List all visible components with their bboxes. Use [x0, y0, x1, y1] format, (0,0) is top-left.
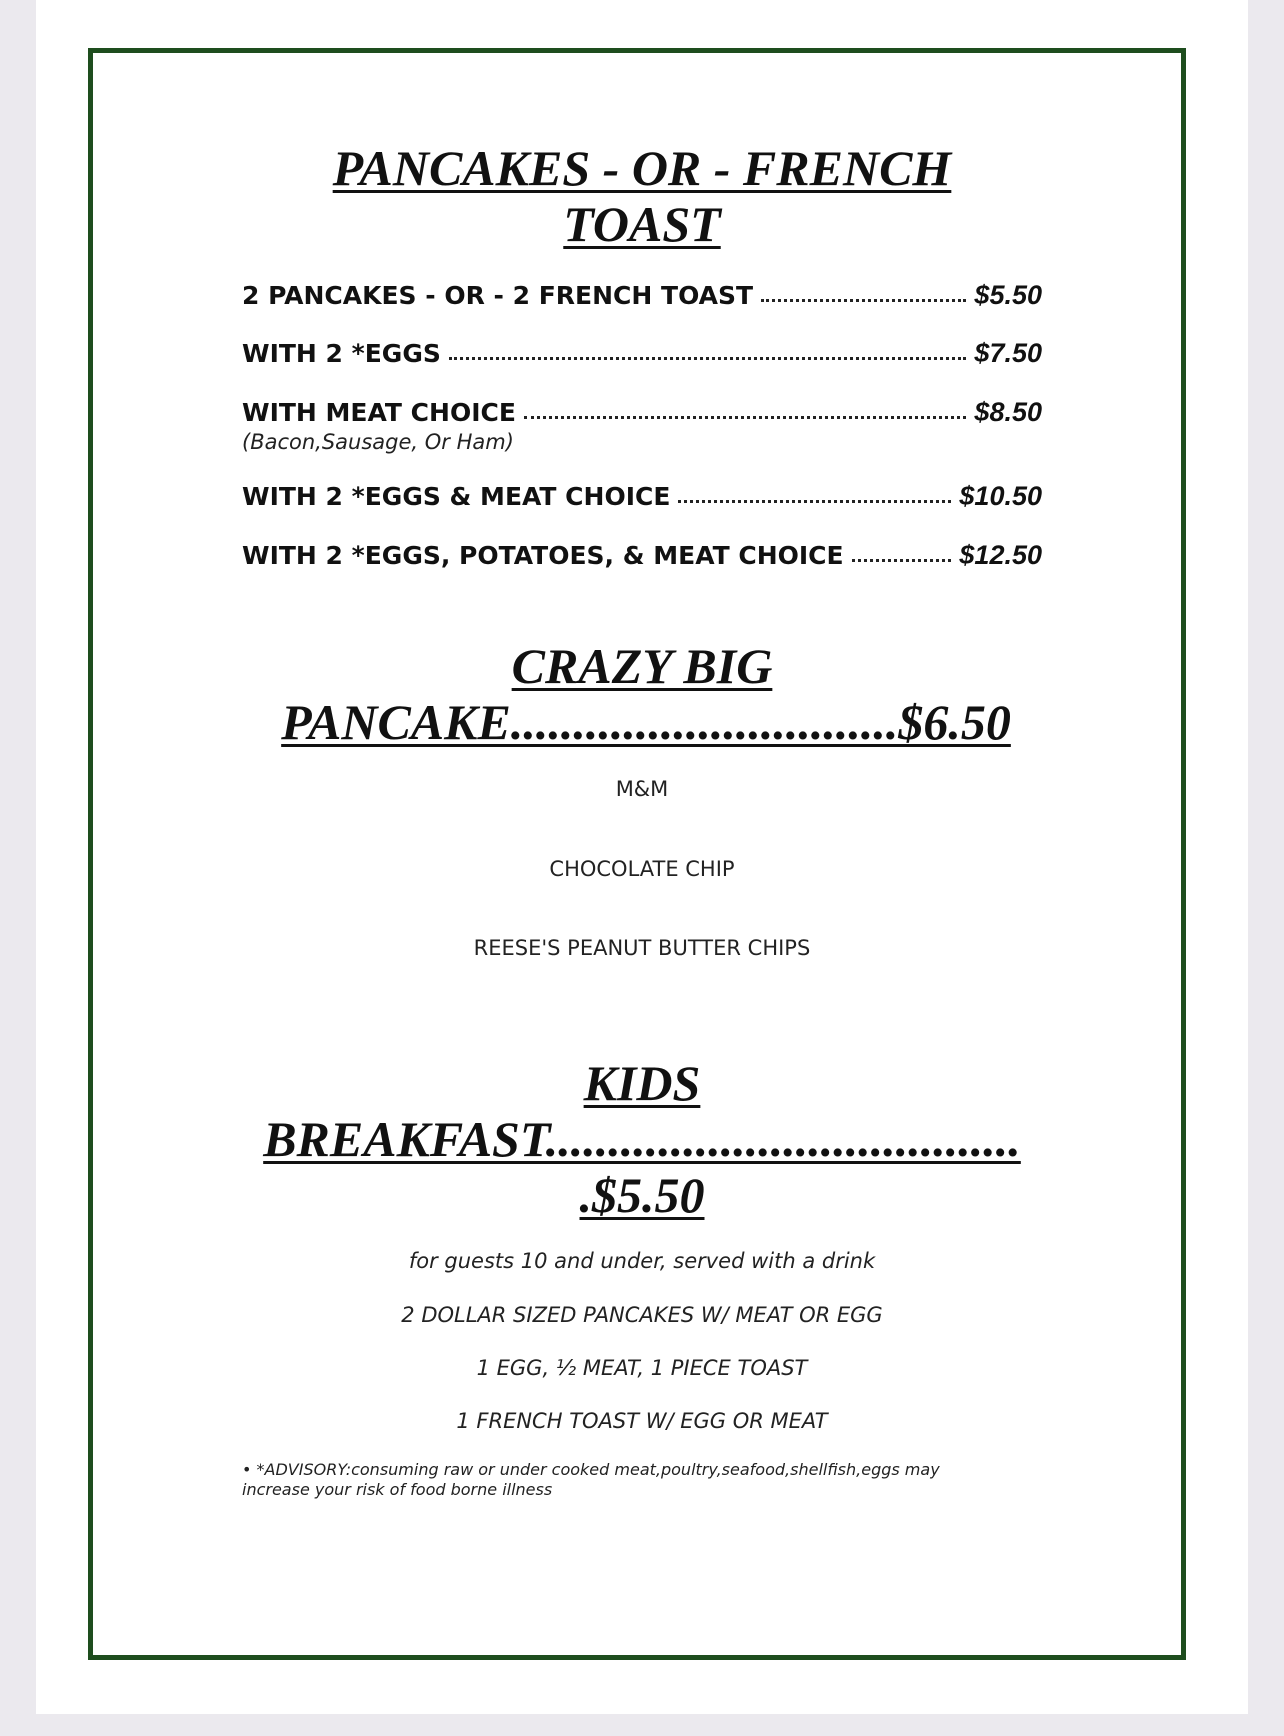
menu-item-eggs-meat	[242, 481, 1042, 512]
dot-leader	[852, 558, 952, 562]
kids-title-line2: BREAKFAST......................................	[263, 1111, 1021, 1167]
menu-item-label: 2 PANCAKES - OR - 2 FRENCH TOAST	[242, 281, 754, 310]
kids-title-line3: .$5.50	[579, 1167, 705, 1223]
kids-title-line1: KIDS	[583, 1055, 701, 1111]
menu-item-price: $7.50	[974, 338, 1042, 368]
menu-item-price: $8.50	[974, 397, 1042, 427]
meat-choice-note: (Bacon,Sausage, Or Ham)	[242, 430, 514, 454]
flavor-item: REESE'S PEANUT BUTTER CHIPS	[473, 936, 811, 960]
menu-item-label: WITH MEAT CHOICE	[242, 398, 516, 427]
crazy-big-pancake-title	[0, 638, 1284, 750]
menu-item-with-meat	[242, 397, 1042, 428]
advisory-note: • *ADVISORY:consuming raw or under cooked meat,poultry,seafood,shellfish,eggs may increase your risk of food borne illness	[242, 1460, 940, 1499]
kids-option: 1 FRENCH TOAST W/ EGG OR MEAT	[456, 1409, 828, 1433]
kids-subtitle: for guests 10 and under, served with a drink	[408, 1249, 876, 1273]
menu-item-price: $5.50	[974, 280, 1042, 310]
pancakes-section-title	[0, 140, 1284, 252]
menu-item-eggs-potatoes-meat	[242, 540, 1042, 571]
flavor-item: CHOCOLATE CHIP	[549, 857, 735, 881]
dot-leader	[678, 499, 951, 503]
menu-item-price: $10.50	[959, 481, 1042, 511]
pancakes-title-line2: TOAST	[563, 196, 721, 252]
menu-item-price: $12.50	[959, 540, 1042, 570]
crazy-title-line1: CRAZY BIG	[511, 638, 773, 694]
crazy-title-line2: PANCAKE...............................$6.50	[281, 694, 1011, 750]
menu-item-label: WITH 2 *EGGS & MEAT CHOICE	[242, 482, 671, 511]
menu-item-label: WITH 2 *EGGS, POTATOES, & MEAT CHOICE	[242, 541, 844, 570]
menu-item-label: WITH 2 *EGGS	[242, 339, 441, 368]
kids-option: 1 EGG, ½ MEAT, 1 PIECE TOAST	[476, 1356, 808, 1380]
menu-item-pancakes	[242, 280, 1042, 311]
flavor-item: M&M	[615, 777, 669, 801]
dot-leader	[761, 298, 966, 302]
dot-leader	[524, 415, 966, 419]
pancakes-title-line1: PANCAKES - OR - FRENCH	[332, 140, 952, 196]
menu-item-with-eggs	[242, 338, 1042, 369]
kids-breakfast-title	[0, 1055, 1284, 1223]
kids-option: 2 DOLLAR SIZED PANCAKES W/ MEAT OR EGG	[401, 1303, 883, 1327]
dot-leader	[449, 356, 967, 360]
